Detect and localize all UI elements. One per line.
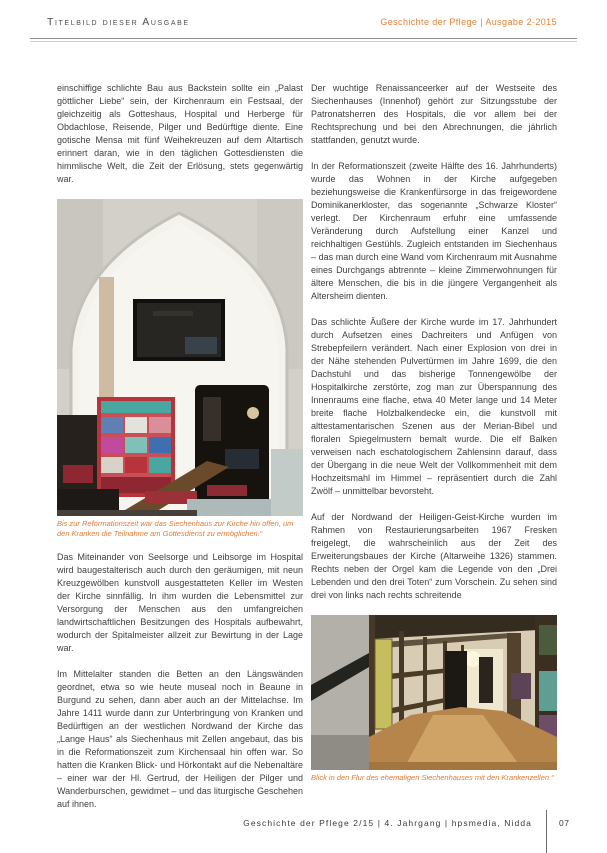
church-interior-photo <box>57 199 303 516</box>
footer-imprint: Geschichte der Pflege 2/15 | 4. Jahrgang | hpsmedia, Nidda <box>243 818 532 828</box>
right-column <box>311 82 557 824</box>
paragraph: Der wuchtige Renaissanceerker auf der Westseite des Siechenhauses (Innenhof) gehört zur Sitzungsstube der Patronatsherren des Hospitals, die vor allem bei der Rechtsprechung und bei den Abrechnungen, die jährlich stattfanden, genutzt wurde. <box>311 83 557 145</box>
corridor-photo <box>311 615 557 770</box>
page-footer <box>0 810 577 853</box>
church-photo-caption: Bis zur Reformationszeit war das Siechenhaus zur Kirche hin offen, um den Kranken die Teilnahme am Gottesdienst zu ermöglichen.“ <box>57 519 294 538</box>
paragraph: Auf der Nordwand der Heiligen-Geist-Kirche wurden im Rahmen von Restaurierungsarbeiten 1967 Fresken freigelegt, die wahrscheinlich aus der Zeit des Erweiterungsbaues der Kirche (Altarweihe 1326) stammen. Rechts neben der Orgel kam die Legende von den „Drei Lebenden und den drei Toten“ zum Vorschein. Zu sehen sind drei von links nach rechts schreitende <box>311 512 557 600</box>
page-number: 07 <box>559 818 570 828</box>
paragraph: In der Reformationszeit (zweite Hälfte des 16. Jahrhunderts) wurde das Wohnen in der Kirche aufgegeben beziehungsweise die Krankenfürsorge in das freigewordene Dominikanerkloster, das sogenannte „Schwarze Kloster“ verlegt. Der Kirchenraum erfuhr eine umfassende Veränderung durch Aufstellung einer Kanzel und reichhaltigen Gestühls. Zugleich entstanden im Siechenhaus – das man durch eine Wand vom Kirchenraum mit Ausnahme eines Durchgangs abtrennte – kleine Zimmerwohnungen für ältere Menschen, die bis in die jüngere Vergangenheit als Altersheim dienten. <box>311 161 557 301</box>
church-interior-figure <box>57 199 303 539</box>
header-journal-title: Geschichte der Pflege | Ausgabe 2-2015 <box>380 17 557 27</box>
left-column <box>57 82 303 824</box>
paragraph: einschiffige schlichte Bau aus Backstein sollte ein „Palast göttlicher Liebe“ sein, der Kirchenraum ein Festsaal, der gleichzeitig als Gotteshaus, Hospital und Herberge für Obdachlose, Reisende, Pilger und Bedürftige diente. Eine gotische Mensa mit fünf Weihekreuzen auf dem Altartisch erinnert daran, wie in den täglichen Gottesdiensten die himmlische Welt, die Zeit der Erlösung, stets gegenwärtig war. <box>57 83 303 184</box>
corridor-photo-caption: Blick in den Flur des ehemaligen Siechenhauses mit den Krankenzellen.“ <box>311 773 554 782</box>
content-columns <box>0 42 607 824</box>
paragraph: Im Mittelalter standen die Betten an den Längswänden geordnet, etwa so wie heute museal noch in Beaune in Burgund zu sehen, dann aber auch an der Mittelachse. Im Jahre 1411 wurde dann zur Unterbringung von Kranken und Bedürftigen an der westlichen Nordwand der Kirche das „Lange Haus“ als Siechenhaus mit Zellen angebaut, das bis in die Reformationszeit zum Kirchensaal hin offen war. So hatten die Kranken Blick- und Hörkontakt auf die Nebenaltäre – einer war der Hl. Gertrud, der Heiligen der Pilger und Wanderburschen, gewidmet – und das liturgische Geschehen auf ihnen. <box>57 669 303 809</box>
paragraph: Das schlichte Äußere der Kirche wurde im 17. Jahrhundert durch Aufsetzen eines Dachreiters und Anfügen von Strebepfeilern verändert. Nach einer Explosion von drei in der Nähe stehenden Pulvertürmen im Jahre 1699, die den Dachstuhl und das bisherige Tonnengewölbe der Hospitalkirche zerstörte, zog man zur Überspannung des Innenraums eine flache, etwa 40 Meter lange und 14 Meter breite flache Holzbalkendecke ein, die kunstvoll mit alttestamentarischen Szenen aus der Merian-Bibel und floralen Spiegelmustern bemalt wurde. Die elf Balken verweisen nach eschatologischem Zahlensinn darauf, dass der Übergang in die neue Welt der Vollkommenheit mit dem Hochzeitsmahl im Himmel – repräsentiert durch die Zahl Zwölf – unmittelbar bevorsteht. <box>311 317 557 496</box>
corridor-figure <box>311 615 557 783</box>
header-section-title: Titelbild dieser Ausgabe <box>47 16 190 28</box>
page-header <box>0 0 607 28</box>
paragraph: Das Miteinander von Seelsorge und Leibsorge im Hospital wird baugestalterisch auch durch den geräumigen, mit neun Kreuzgewölben kunstvoll ausgestatteten Keller im Westen der Kirche sinnfällig. In ihm wurden die Lebensmittel zur Versorgung der Menschen aus den umfangreichen landwirtschaftlichen Besitzungen des Hospitals aufbewahrt, wodurch der Spitalmeister allzeit zur Bewirtung in der Lage war. <box>57 552 303 653</box>
footer-divider <box>546 810 547 853</box>
